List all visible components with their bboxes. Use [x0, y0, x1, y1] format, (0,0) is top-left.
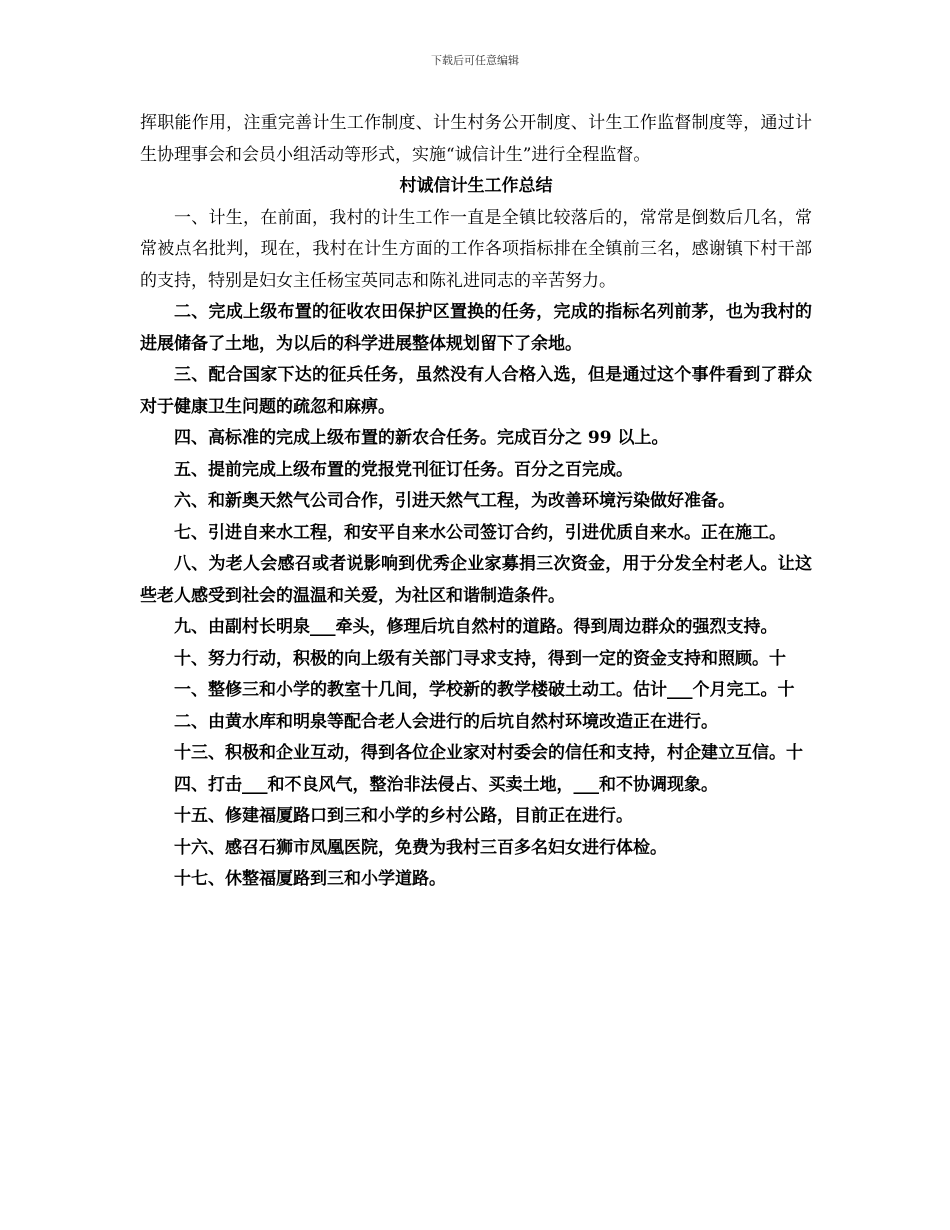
paragraph-6: 六、和新奥天然气公司合作，引进天然气工程，为改善环境污染做好准备。	[174, 491, 735, 511]
page-header: 下载后可任意编辑	[431, 54, 519, 67]
document-body	[140, 108, 812, 896]
paragraph-8: 八、为老人会感召或者说影响到优秀企业家募捐三次资金，用于分发全村老人。让这些老人感受到社会的温温和关爱，为社区和谐制造条件。	[140, 554, 812, 606]
paragraph-2: 二、完成上级布置的征收农田保护区置换的任务，完成的指标名列前茅，也为我村的进展储备了土地，为以后的科学进展整体规划留下了余地。	[140, 302, 812, 354]
paragraph-16: 十六、感召石狮市凤凰医院，免费为我村三百多名妇女进行体检。	[174, 837, 667, 858]
document-title: 村诚信计生工作总结	[399, 176, 553, 196]
paragraph-3: 三、配合国家下达的征兵任务，虽然没有人合格入选，但是通过这个事件看到了群众对于健康卫生问题的疏忽和麻痹。	[140, 365, 812, 417]
paragraph-5: 五、提前完成上级布置的党报党刊征订任务。百分之百完成。	[174, 459, 633, 480]
paragraph-4: 四、高标准的完成上级布置的新农合任务。完成百分之 99 以上。	[174, 428, 669, 448]
paragraph-7: 七、引进自来水工程，和安平自来水公司签订合约，引进优质自来水。正在施工。	[174, 522, 786, 543]
paragraph-15: 十五、修建福厦路口到三和小学的乡村公路，目前正在进行。	[174, 806, 633, 826]
paragraph-14: 四、打击___和不良风气，整治非法侵占、买卖土地，___和不协调现象。	[174, 774, 718, 795]
paragraph-13: 十三、积极和企业互动，得到各位企业家对村委会的信任和支持，村企建立互信。十	[174, 743, 803, 763]
intro-paragraph: 挥职能作用，注重完善计生工作制度、计生村务公开制度、计生工作监督制度等，通过计生协理事会和会员小组活动等形式，实施“诚信计生”进行全程监督。	[140, 113, 812, 165]
paragraph-17: 十七、休整福厦路到三和小学道路。	[174, 869, 446, 889]
paragraph-9: 九、由副村长明泉___牵头，修理后坑自然村的道路。得到周边群众的强烈支持。	[174, 617, 778, 637]
paragraph-11: 一、整修三和小学的教室十几间，学校新的教学楼破土动工。估计___个月完工。十	[174, 680, 795, 700]
paragraph-12: 二、由黄水库和明泉等配合老人会进行的后坑自然村环境改造正在进行。	[174, 711, 718, 732]
paragraph-1: 一、计生，在前面，我村的计生工作一直是全镇比较落后的，常常是倒数后几名，常常被点名批判，现在，我村在计生方面的工作各项指标排在全镇前三名，感谢镇下村干部的支持，特别是妇女主任杨宝英同志和陈礼进同志的辛苦努力。	[140, 207, 812, 291]
paragraph-10: 十、努力行动，积极的向上级有关部门寻求支持，得到一定的资金支持和照顾。十	[174, 648, 786, 669]
